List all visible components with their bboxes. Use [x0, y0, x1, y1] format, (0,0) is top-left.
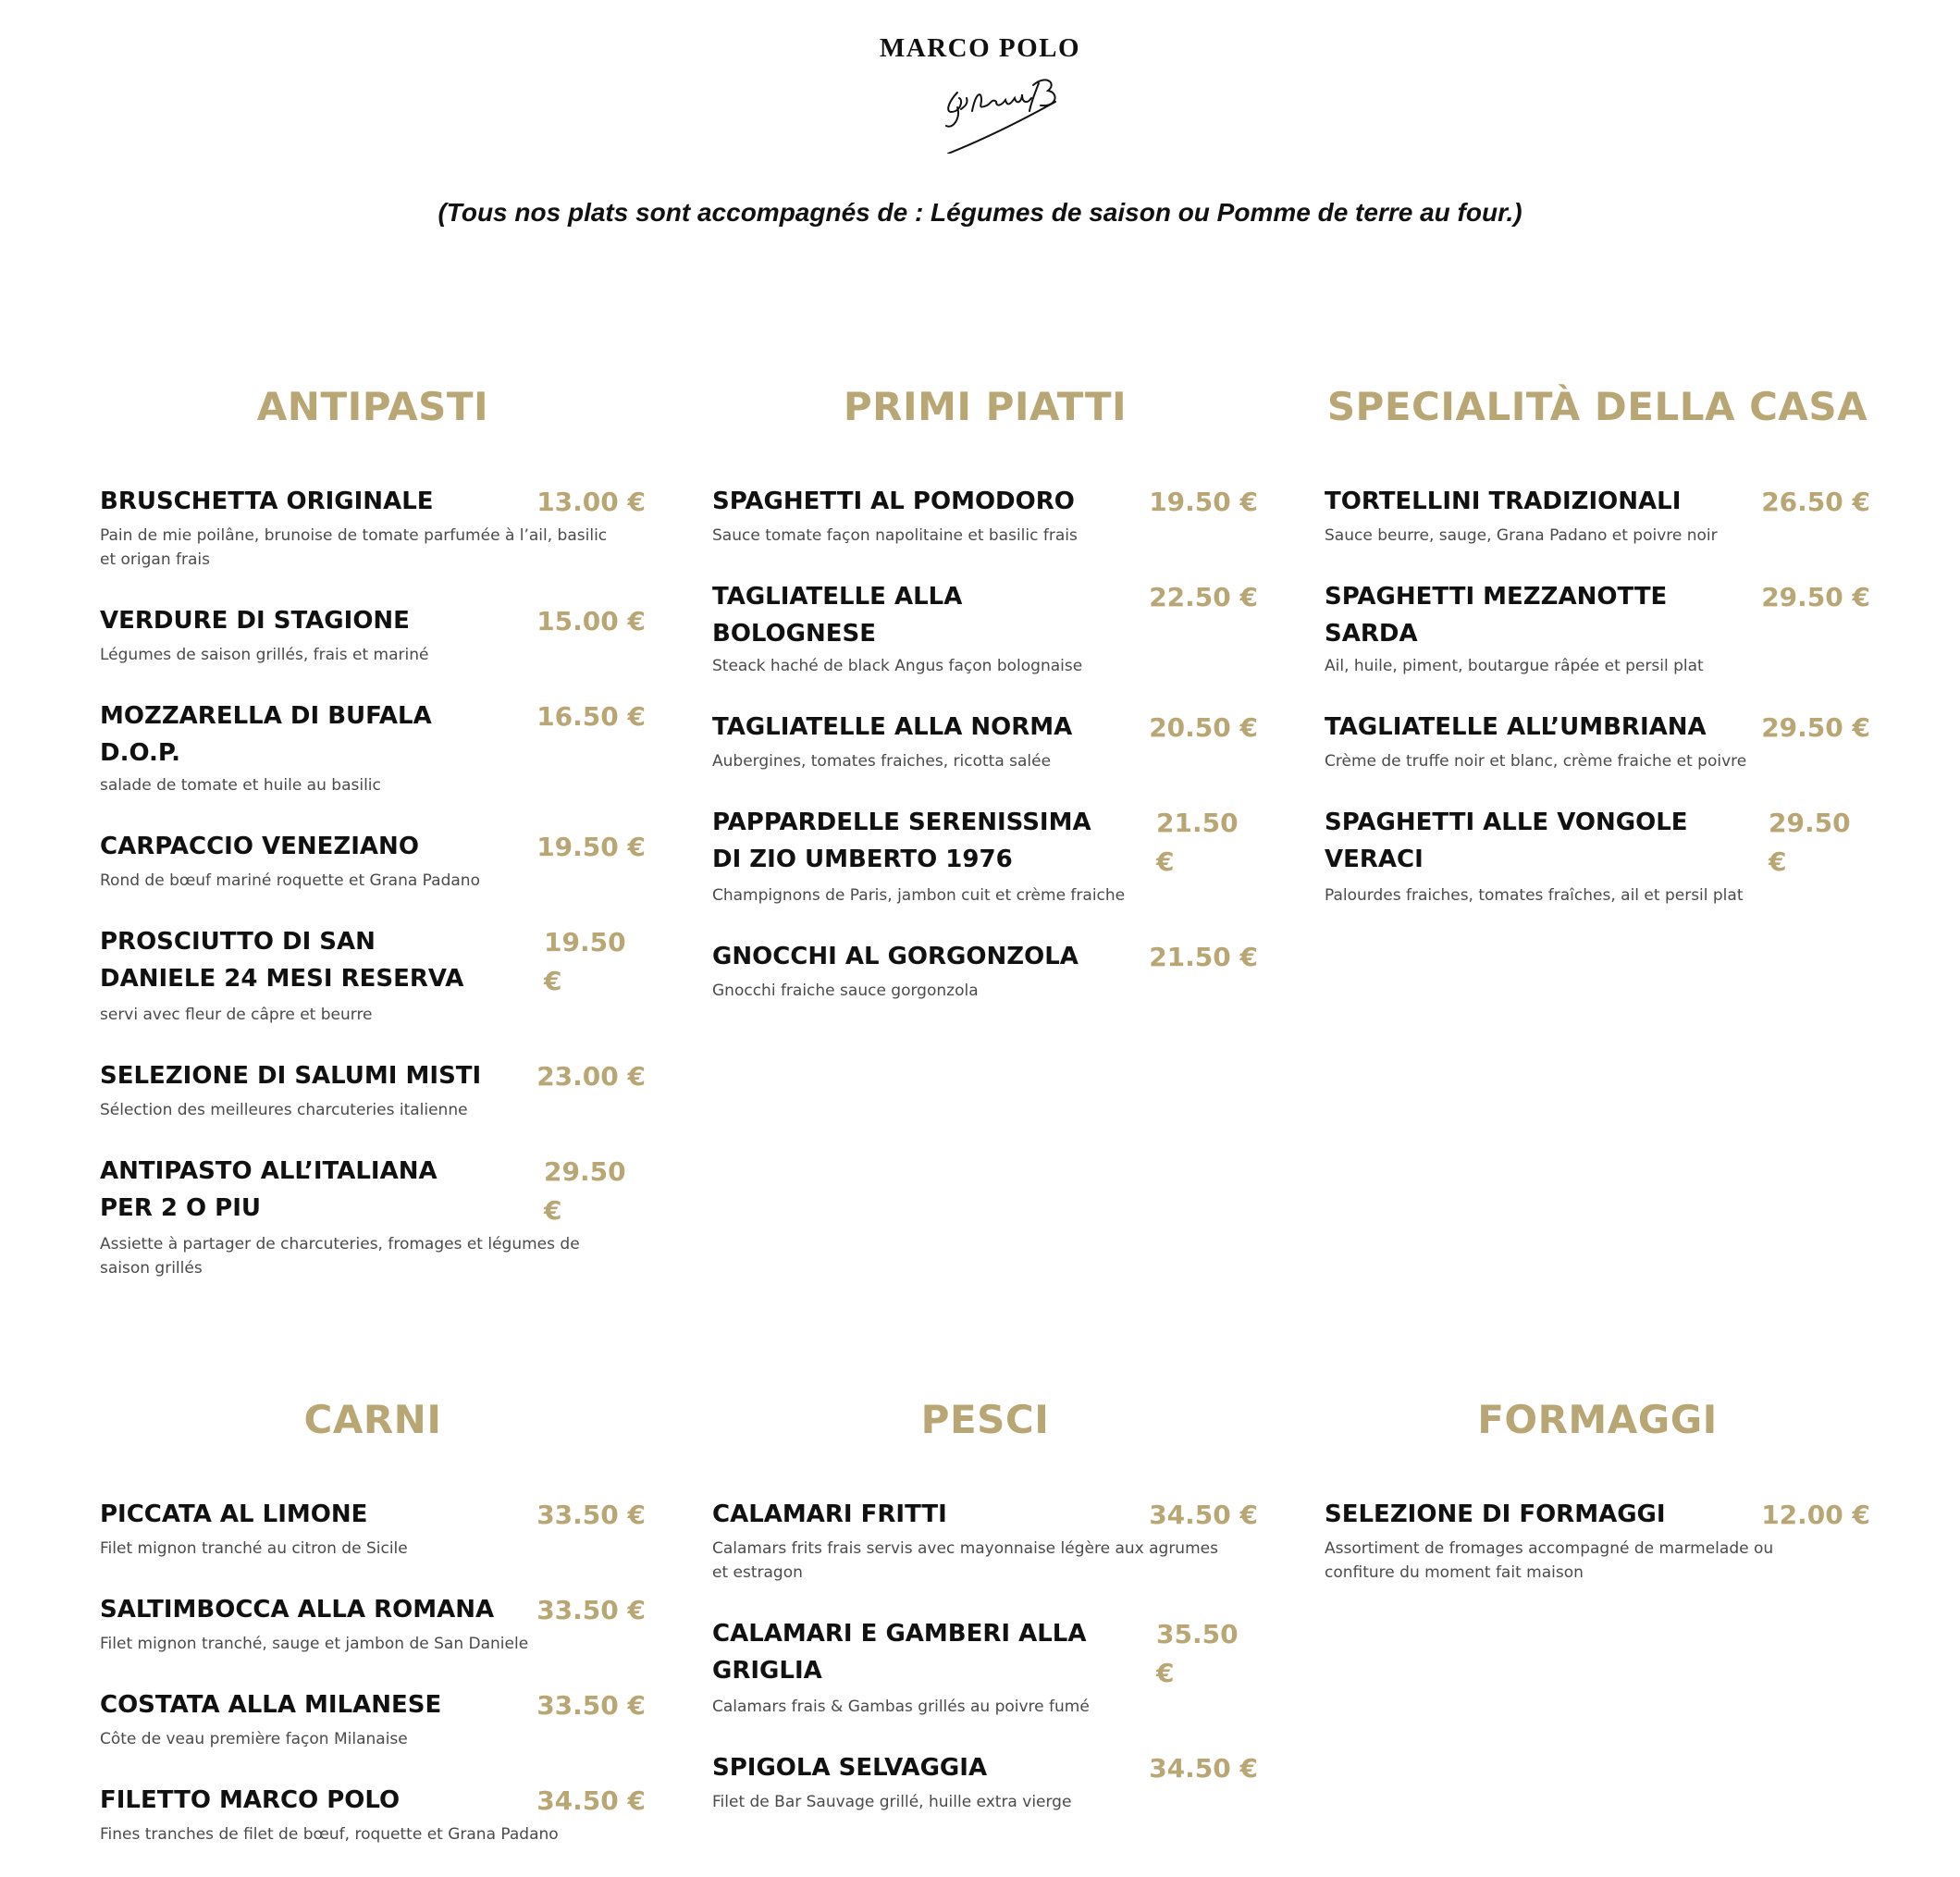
logo: [0, 33, 1960, 154]
menu-item-head: [712, 709, 1258, 747]
menu-section: [1325, 1392, 1870, 1615]
dish-description: Rond de bœuf mariné roquette et Grana Padano: [100, 871, 480, 890]
dish-name: SALTIMBOCCA ALLA ROMANA: [100, 1596, 495, 1624]
dish-description: Pain de mie poilâne, brunoise de tomate parfumée à l’ail, basilic et origan frais: [100, 526, 608, 569]
menu-item: [100, 1591, 646, 1656]
dish-price: 34.50 €: [536, 1785, 646, 1816]
dish-name: CARPACCIO VENEZIANO: [100, 833, 419, 860]
dish-price: 21.50 €: [1156, 808, 1239, 877]
dish-price: 35.50 €: [1156, 1619, 1239, 1688]
dish-name: SPIGOLA SELVAGGIA: [712, 1754, 988, 1782]
dish-name: SPAGHETTI MEZZANOTTE SARDA: [1325, 583, 1668, 648]
dish-name: SELEZIONE DI FORMAGGI: [1325, 1500, 1666, 1528]
dish-name: SPAGHETTI AL POMODORO: [712, 488, 1075, 515]
menu-item: [1325, 1496, 1870, 1585]
menu-item-head: [100, 698, 646, 772]
menu-section: [1325, 379, 1870, 938]
menu-item: [712, 483, 1258, 548]
dish-price: 12.00 €: [1761, 1500, 1870, 1530]
menu-item: [712, 1749, 1258, 1814]
dish-price: 19.50 €: [544, 927, 626, 996]
dish-price: 13.00 €: [536, 487, 646, 517]
dish-price: 19.50 €: [536, 832, 646, 862]
menu-item-head: [100, 483, 646, 522]
dish-name: PROSCIUTTO DI SAN DANIELE 24 MESI RESERVA: [100, 928, 464, 993]
dish-price: 33.50 €: [536, 1690, 646, 1721]
menu-section: [712, 1392, 1258, 1845]
dish-name: TAGLIATELLE ALLA NORMA: [712, 713, 1073, 741]
menu-item-head: [100, 923, 646, 1001]
dish-price: 22.50 €: [1149, 582, 1258, 612]
menu-item: [712, 578, 1258, 678]
section-title: CARNI: [303, 1397, 442, 1442]
dish-name: TORTELLINI TRADIZIONALI: [1325, 488, 1682, 515]
dish-price: 33.50 €: [536, 1595, 646, 1625]
menu-section: [100, 379, 646, 1311]
dish-description: Assiette à partager de charcuteries, fromages et légumes de saison grillés: [100, 1235, 580, 1278]
dish-price: 21.50 €: [1149, 942, 1258, 972]
dish-price: 26.50 €: [1761, 487, 1870, 517]
dish-description: salade de tomate et huile au basilic: [100, 776, 381, 795]
section-title: PESCI: [920, 1397, 1050, 1442]
dish-name: SPAGHETTI ALLE VONGOLE VERACI: [1325, 809, 1688, 873]
menu-item-head: [1325, 1496, 1870, 1535]
section-title: FORMAGGI: [1477, 1397, 1718, 1442]
menu-item: [712, 709, 1258, 773]
dish-description: Calamars frais & Gambas grillés au poivre fumé: [712, 1698, 1090, 1716]
menu-item-head: [1325, 483, 1870, 522]
dish-name: CALAMARI FRITTI: [712, 1500, 947, 1528]
menu-item-head: [712, 578, 1258, 652]
menu-item: [712, 1615, 1258, 1719]
menu-item-head: [100, 1782, 646, 1821]
dish-name: BRUSCHETTA ORIGINALE: [100, 488, 434, 515]
dish-name: PICCATA AL LIMONE: [100, 1500, 368, 1528]
dish-description: Fines tranches de filet de bœuf, roquette et Grana Padano: [100, 1825, 559, 1844]
menu-item: [100, 1686, 646, 1751]
dish-name: PAPPARDELLE SERENISSIMA DI ZIO UMBERTO 1976: [712, 809, 1091, 873]
menu-item-head: [712, 483, 1258, 522]
dish-description: Aubergines, tomates fraiches, ricotta salée: [712, 752, 1052, 771]
dish-description: Champignons de Paris, jambon cuit et crème fraiche: [712, 886, 1126, 905]
dish-description: Gnocchi fraiche sauce gorgonzola: [712, 982, 979, 1000]
menu-item: [100, 1153, 646, 1280]
menu-item: [1325, 483, 1870, 548]
signature-icon: [893, 65, 1068, 154]
menu-item-head: [1325, 709, 1870, 747]
menu-item-head: [100, 1057, 646, 1096]
menu-item: [1325, 709, 1870, 773]
dish-price: 29.50 €: [544, 1156, 626, 1226]
menu-item-head: [712, 1615, 1258, 1693]
menu-item: [100, 923, 646, 1027]
dish-name: CALAMARI E GAMBERI ALLA GRIGLIA: [712, 1620, 1087, 1685]
dish-description: servi avec fleur de câpre et beurre: [100, 1006, 373, 1024]
menu-item: [100, 1496, 646, 1561]
dish-price: 19.50 €: [1149, 487, 1258, 517]
dish-price: 33.50 €: [536, 1500, 646, 1530]
dish-description: Ail, huile, piment, boutargue râpée et persil plat: [1325, 657, 1704, 675]
dish-price: 34.50 €: [1149, 1753, 1258, 1784]
menu-item-head: [1325, 578, 1870, 652]
dish-name: TAGLIATELLE ALLA BOLOGNESE: [712, 583, 963, 648]
dish-price: 29.50 €: [1769, 808, 1851, 877]
dish-description: Filet mignon tranché au citron de Sicile: [100, 1539, 408, 1558]
dish-name: COSTATA ALLA MILANESE: [100, 1691, 442, 1719]
menu-item: [100, 1782, 646, 1846]
subtitle: (Tous nos plats sont accompagnés de : Légumes de saison ou Pomme de terre au four.): [438, 198, 1522, 227]
dish-name: VERDURE DI STAGIONE: [100, 607, 410, 635]
menu-item-head: [100, 1686, 646, 1725]
menu-item: [712, 1496, 1258, 1585]
dish-description: Crème de truffe noir et blanc, crème fraiche et poivre: [1325, 752, 1747, 771]
menu-item-head: [100, 1153, 646, 1230]
menu-item-head: [712, 1496, 1258, 1535]
menu-item: [712, 938, 1258, 1003]
section-title: ANTIPASTI: [256, 384, 489, 429]
menu-item: [100, 1057, 646, 1122]
dish-price: 20.50 €: [1149, 712, 1258, 743]
dish-description: Steack haché de black Angus façon bolognaise: [712, 657, 1083, 675]
menu-item-head: [712, 1749, 1258, 1788]
logo-title: MARCO POLO: [879, 33, 1081, 63]
menu-item-head: [712, 938, 1258, 977]
section-title: PRIMI PIATTI: [843, 384, 1128, 429]
dish-price: 16.50 €: [536, 701, 646, 732]
menu-item: [100, 483, 646, 572]
menu-item-head: [712, 804, 1258, 882]
dish-description: Sauce beurre, sauge, Grana Padano et poivre noir: [1325, 526, 1718, 545]
dish-description: Légumes de saison grillés, frais et mariné: [100, 646, 429, 664]
menu-item-head: [100, 1496, 646, 1535]
dish-price: 29.50 €: [1761, 712, 1870, 743]
menu-item: [100, 828, 646, 893]
menu-item-head: [100, 828, 646, 867]
dish-description: Côte de veau première façon Milanaise: [100, 1730, 408, 1748]
menu-section: [100, 1392, 646, 1877]
dish-description: Filet de Bar Sauvage grillé, huille extra vierge: [712, 1793, 1072, 1811]
dish-description: Sélection des meilleures charcuteries italienne: [100, 1101, 468, 1119]
dish-name: TAGLIATELLE ALL’UMBRIANA: [1325, 713, 1707, 741]
menu-item: [100, 602, 646, 667]
dish-price: 29.50 €: [1761, 582, 1870, 612]
dish-description: Sauce tomate façon napolitaine et basilic frais: [712, 526, 1078, 545]
dish-price: 23.00 €: [536, 1061, 646, 1092]
menu-item: [1325, 804, 1870, 908]
dish-price: 15.00 €: [536, 606, 646, 636]
dish-name: GNOCCHI AL GORGONZOLA: [712, 943, 1079, 970]
dish-name: MOZZARELLA DI BUFALA D.O.P.: [100, 702, 432, 767]
dish-name: FILETTO MARCO POLO: [100, 1786, 401, 1814]
menu-item-head: [100, 1591, 646, 1630]
dish-description: Calamars frits frais servis avec mayonnaise légère aux agrumes et estragon: [712, 1539, 1218, 1582]
menu-section: [712, 379, 1258, 1033]
dish-description: Palourdes fraiches, tomates fraîches, ail et persil plat: [1325, 886, 1744, 905]
dish-description: Assortiment de fromages accompagné de marmelade ou confiture du moment fait maison: [1325, 1539, 1774, 1582]
dish-name: ANTIPASTO ALL’ITALIANA PER 2 O PIU: [100, 1157, 438, 1222]
dish-name: SELEZIONE DI SALUMI MISTI: [100, 1062, 482, 1090]
menu-item-head: [100, 602, 646, 641]
menu-item: [100, 698, 646, 797]
menu-item-head: [1325, 804, 1870, 882]
dish-price: 34.50 €: [1149, 1500, 1258, 1530]
dish-description: Filet mignon tranché, sauge et jambon de San Daniele: [100, 1635, 529, 1653]
section-title: SPECIALITÀ DELLA CASA: [1326, 384, 1868, 429]
menu-item: [1325, 578, 1870, 678]
menu-item: [712, 804, 1258, 908]
